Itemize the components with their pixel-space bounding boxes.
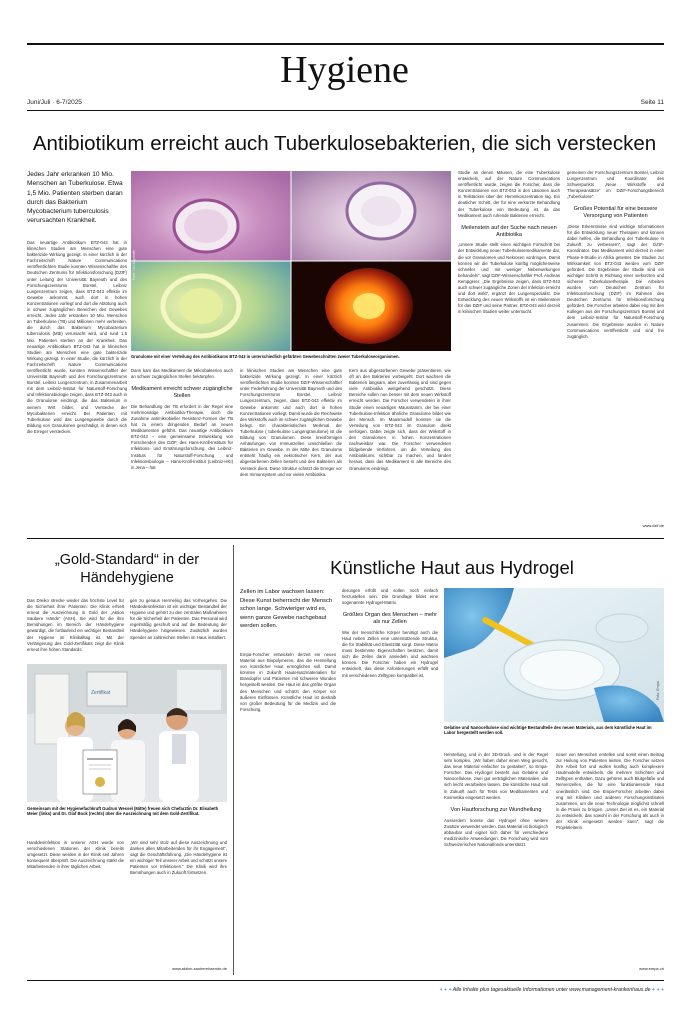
- article3-col2-subhead: Größtes Organ des Menschen – mehr als nur Zellen: [342, 612, 438, 626]
- article1-bottom-rule: [27, 538, 664, 539]
- footer-rule: [27, 980, 664, 981]
- article1-col1: [27, 240, 127, 530]
- article1-lead: Jedes Jahr erkranken 10 Mio. Menschen an Tuberkulose. Etwa 1,5 Mio. Patienten sterben daran durch das Bakterium Mycobacterium tuberculosis verursachten Krankheit.: [27, 171, 123, 225]
- header-rule: [27, 110, 664, 111]
- article1-credit[interactable]: www.dzif.de: [642, 523, 664, 528]
- issue-date: Juni/Juli · 6-7/2025: [27, 99, 82, 106]
- article2-col2: [130, 598, 227, 660]
- article1-col4: [349, 368, 451, 530]
- footer-suffix: + + +: [652, 987, 664, 993]
- article1-col6: [567, 170, 664, 522]
- article1-col2-body: Dann kam das Medikament die Mikrobakterien auch an schwer zugänglichen Stellen bekämpfen.: [131, 368, 233, 380]
- article2-col1-body2: Handdesinfektion in unserer ASH wurde von verschiedenen Stationen der Klinik bereits umgesetzt. Diese werden in der Klinik seit Jahren konsequent überprüft. Die Auszeichnung stärkt die Mitarbeitenden in ihrer täglichen Arbeit.: [27, 840, 124, 870]
- article3-col2-body: derungen erfüllt und sollen noch einfach herzustellen sein. Die Grundlage bildet eine sogenannte Hydrogel-Matrix.: [342, 588, 438, 606]
- article3-col3-body2: Ausserdem konnte das Hydrogel ohne weitere Zusätze verwendet werden. Das Material ist biologisch abbaubar und eignet sich daher für verschiedene medizinische Anwendungen. Die Forschung wird vom Schweizerischen Nationalfonds unterstützt.: [444, 817, 548, 847]
- article1-col5-body: Studie an denen Mäusen, die eine Tuberkulose entwickeln, auf der Nature Communications veröffentlicht wurde, zeigen die Forscher, dass die Konzentrationen von BTZ-043 in den Läsionen auch in Teilstücken über der Hemmkonzentration lag. Ein deutlicher Schritt, der für eine verkürzte Behandlung der Tuberkulose von Bedeutung ist, da das Medikament auch ruhende Bakterien erreicht.: [458, 170, 560, 218]
- article-divider: [233, 545, 234, 975]
- footer-bar: [27, 987, 664, 993]
- article1-col6-subhead: Großes Potential für eine bessere Versorgung von Patienten: [573, 206, 658, 220]
- certificate-photo-caption: Gemeinsam mit der Hygienefachkraft Gudrun Wessel (Mitte) freuen sich Chefarztin Dr. Elisabeth Meier (links) und Dr. Olaf Bock (rechts) über die Auszeichnung mit dem Gold-Zertifikat.: [27, 806, 219, 817]
- article2-headline: [27, 551, 227, 587]
- article2-col1: [27, 598, 124, 660]
- certificate-photo-svg: [27, 664, 227, 802]
- article1-col2-subhead: Medikament erreicht schwer zugängliche Stellen: [131, 386, 233, 399]
- article3-col3-body: Herstellung, und in der 3D-Druck, und in der Regel sehr komplex. „Wir haben daher einen Weg gesucht, das neue Material einfacher zu gestalten“, so Empa-Forscher. Das Hydrogel besteht aus Gelatine und Nanocellulose, zwei gut verträglichen Materialien, die sich leicht verarbeiten lassen. Die künstliche Haut soll in Zukunft auch für Tests von Medikamenten und Kosmetika eingesetzt werden.: [444, 752, 548, 800]
- article1-col1-body: Das neuartige Antibiotikum BTZ-043 hat in klinischen Studien am Menschen eine gute bakterizide Wirkung gezeigt. In einer kürzlich in der Fachzeitschrift Nature Communications veröffentlichten Studie konnten Wissenschaftler des Deutschen Zentrums für Infektionsforschung (DZIF) unter Leitung der Universität Bayreuth und des Forschungszentrums Borstel, Leibniz Lungenzentrum zeigen, dass BTZ-043 effektiv im Gewebe ankommt, auch dort in hohen Konzentrationen vorliegt und dort die Abtötung auch in schwer zugänglichen Bereichen des Gewebes erreicht. Jedes Jahr erkranken 10 Mio. Menschen an Tuberkulose (TB) und Millionen mehr verbreiten, die durch das Bakterium Mycobacterium tuberculosis (Mtb) verursacht wird, und rund 1,5 Mio. Patienten sterben an der Krankheit. Das neuartige Antibiotikum BTZ-043 hat in klinischen Studien am Menschen eine gute bakterizide Wirkung gezeigt. In einer Studie, die kürzlich in der Fachzeitschrift Nature Communications veröffentlicht wurde, konnten Wissenschaftler der Universität Bayreuth und des Forschungszentrums Borstel, Leibniz Lungenzentrum, in Zusammenarbeit mit dem Leibniz-Institut für Naturstoff-Forschung und Infektionsbiologie zeigen, dass BTZ-043 auch in die Granulome eindringt, die das Bakterium in seinem Wirt bildet, und Verstecke der Mycobakterien erreicht. Bei Patienten mit Tuberkulose wird das Lungengewebe durch die Bildung von Granulomen geschädigt, in denen sich die Erreger verstecken.: [27, 240, 127, 434]
- article1-col4-body: Kern aus abgestorbenen Gewebe präsentieren, wie oft an den Bakterien vorbeigeht. Dort wachsen die Bakterien langsam, aber zuverlässig und sind gegen viele Antibiotika weitgehend geschützt. Diese Bereiche sollen nun besser mit dem neuen Wirkstoff erreicht werden. Die Forscher verwendeten in ihrer Studie einen neuartigen Mausstamm, der bei einer Tuberkulose-Infektion ähnliche Granulome bildet wie der Mensch. Im Mausmodell konnten sie die Verteilung von BTZ-043 im Granulom direkt verfolgen. Dabei zeigte sich, dass der Wirkstoff in den Granulomen in hohen Konzentrationen nachweisbar war. Die Forscher verwendeten bildgebende Verfahren, um die Verteilung des Antibiotikums sichtbar zu machen, und fanden heraus, dass das Medikament in alle Bereiche des Granuloms eindringt.: [349, 368, 451, 471]
- article3-col3: [444, 752, 548, 970]
- article3-lead: Zellen im Labor wachsen lassen: Diese Kunst beherrscht der Mensch schon lange. Schwieriger wird es, wenn ganze Gewebe nachgebaut werden sollen.: [240, 589, 333, 630]
- article1-col3: [240, 368, 342, 530]
- granuloma-image-credit: Foto: Uni Bayreuth: [132, 250, 136, 280]
- hydrogel-photo-credit: Foto: Empa: [656, 681, 660, 700]
- article3-credit[interactable]: www.empa.ch: [639, 966, 664, 971]
- article2-col1-body: Das Dreiko strecke wieder das höchste Level für die Sicherheit ihrer Patienten: Die Klinik erhielt erneut die Auszeichnung in Gold der „Aktion Saubere Hände“ (ASH). Sie wird für die ihre Bemühungen im Bereich der Händehygiene gewürdigt, die fortlaufend ein wichtiger Bestandteil der Hygiene im Klinikalltag ist. Mit der Verlängerung des Gold-Zertifikats zeigt die Klinik erneut ihre hohen Standards.: [27, 598, 124, 652]
- article3-col4: [556, 752, 664, 962]
- article2-col2-body2: „Wir sind sehr stolz auf diese Auszeichnung und danken allen Mitarbeitenden für ihr Engagement“, sagt die Geschäftsführung. „Die Händehygiene ist ein wichtiger Teil unserer Arbeit und schützt unsere Patienten vor Infektionen.“ Die Klinik wird ihre Bemühungen auch in Zukunft fortsetzen.: [130, 840, 227, 876]
- article1-col5-body2: „Unsere Studie stellt einen wichtigen Fortschritt bei der Entwicklung neuer Tuberkulosemedikamente dar, die vor Granulomen und Nekrosen vordringen. Damit können wir die Tuberkulose künftig möglicherweise schneller und mit weniger Nebenwirkungen behandeln“, sagt DZIF-Wissenschaftler Prof. Andreas Kempgerer. „Die Ergebnisse zeigen, dass BTZ-043 auch schwer zugängliche Zonen der Infektion erreicht und dort wirkt“, ergänzt der Lungenspezialist. Die Entwicklung des neuen Wirkstoffs ist ein Meilenstein für das DZIF und seine Partner. BTZ-043 wird derzeit in klinischen Studien weiter untersucht.: [458, 242, 560, 315]
- article3-col3-subhead: Von Hautforschung zur Wundheilung: [450, 806, 542, 813]
- article3-headline: Künstliche Haut aus Hydrogel: [330, 557, 574, 578]
- article1-col3-body: in klinischen Studien am Menschen eine gute bakterizide Wirkung gezeigt. In einer kürzlich veröffentlichten Studie konnten DZIF-Wissenschaftler unter Federführung der Universität Bayreuth und des Forschungszentrums Borstel, Leibniz Lungenzentrum, zeigen, dass BTZ-043 effektiv im Gewebe ankommt und auch dort in hohen Konzentrationen vorliegt. Damit wurde die Reichweite des Wirkstoffs auch im schwer zugänglichen Gewebe belegt. Ein charakteristisches Merkmal der Tuberkulose ( tuberkulöse Lungengranulome) ist die Bildung von Granulomen. Diese kreisförmigen Anhäufungen von Immunzellen umschließen die Bakterien im Gewebe. In der Mitte des Granuloms entsteht häufig ein nekrotischer Kern, der aus abgestorbenen Zellen besteht und den Bakterien als Versteck dient. Diese Struktur schützt die Erreger vor dem Immunsystem und vor vielen Antibiotika.: [240, 368, 342, 477]
- article1-headline: Antibiotikum erreicht auch Tuberkulosebakterien, die sich verstecken: [32, 132, 657, 155]
- article2-col2-body: gen zu genaus Hermeling das Vorhergehen. Die Händedesinfektion ist ein wichtiger Bestandteil der Hygiene und gehört zu den zentralen Maßnahmen für die Sicherheit der Patienten. Das Personal wird regelmäßig geschult und auf die Bedeutung der Händehygiene hingewiesen. Zusätzlich wurden Spender an zahlreichen Stellen im Haus installiert.: [130, 598, 227, 640]
- article3-col4-body: neuer von Menschen erstellen und somit einen Beitrag zur Heilung von Patienten leisten. Die Forscher setzen ihre Arbeit fort und wollen künftig auch komplexere Hautmodelle entwickeln, die mehrere Schichten und Zelltypen enthalten. Dazu gehören auch Blutgefäße und Nervenzellen, die für eine funktionierende Haut unerlässlich sind. Die Empa-Forscher arbeiten dabei eng mit Kliniken und anderen Forschungsinstituten zusammen, um die neue Technologie möglichst schnell in die Praxis zu bringen. „Unser Ziel ist es, ein Material zu entwickeln, das sowohl in der Forschung als auch in der Klinik eingesetzt werden kann“, sagt die Projektleiterin.: [556, 752, 664, 831]
- article1-col5-subhead: Meilenstein auf der Suche nach neuen Antibiotika: [461, 224, 557, 238]
- granuloma-image: [131, 171, 451, 351]
- article2-headline-line2: Händehygiene: [80, 570, 174, 586]
- article1-col6-body: gemeinen der Forschungszentrum Borstel, Leibniz Lungenzentrum und Koordinator des Schwerpunkts „Neue Wirkstoffe und Therapieansätze“ im DZIF-Forschungsbereich „Tuberkulose“.: [567, 170, 664, 200]
- article1-col6-body2: „Diese Erkenntnisse sind wichtige Informationen für die Entwicklung neuer Therapien und können dabei helfen, die Behandlung der Tuberkulose in Zukunft zu verbessern“, sagt der DZIF-Koordinator. Das Medikament wird derzeit in einer Phase-II-Studie in Afrika getestet. Die Studien zur Wirksamkeit von BTZ-043 werden vom DZIF gefördert. Die Ergebnisse der Studie sind ein wichtiger Schritt in Richtung einer verkürzten und sicheren Tuberkulosetherapie. Die Arbeiten wurden vom Deutschen Zentrum für Infektionsforschung (DZIF) im Rahmen des Deutschen Zentrums für Infektionsforschung gefördert. Die Forscher arbeiten dabei eng mit den Kollegen aus der Forschungszentrum Borstel und dem Leibniz-Institut für Naturstoff-Forschung zusammen. Die Ergebnisse wurden in Nature Communications veröffentlicht und sind frei zugänglich.: [567, 224, 664, 339]
- hydrogel-photo-svg: [444, 588, 664, 722]
- page-number: Seite 11: [640, 99, 664, 106]
- article3-col1-body: Empa-Forscher entwickeln derzeit ein neues Material aus Biopolymeren, das die Herstellung von künstlicher Haut ermöglichen soll. Damit könnten in Zukunft Hautersatzmaterialien für Brandopfer und Patienten mit schweren Wunden hergestellt werden. Die Haut ist das größte Organ des Menschen und schützt den Körper vor äußeren Einflüssen. Künstliche Haut ist deshalb von großer Bedeutung für die Medizin und die Forschung.: [240, 652, 336, 712]
- granuloma-microscopy-svg: [131, 171, 451, 351]
- article2-headline-line1: „Gold-Standard“ in der: [54, 552, 200, 568]
- article3-col1: [240, 652, 336, 970]
- article1-col5: [458, 170, 560, 530]
- article1-col2-body2: Die Behandlung der TB erfordert in der Regel eine mehrmonatige Antibiotika-Therapie, doch die Zunahme antimikrobieller Resistenz-Formen der TB hat zu einem dringenden Bedarf an neuen Medikamenten geführt. Das neuartige Antibiotikum BTZ-043 – eine gemeinsame Entwicklung von Forschenden des DZIF, des Hans-Knöll-Instituts für Infektions- und Ernährungsforschung, des Leibniz-Instituts für Naturstoff-Forschung und Infektionsbiologie – Hans-Knöll-Institut (Leibniz-HKI) in Jena – hat: [131, 403, 233, 470]
- article3-col2: [342, 588, 438, 970]
- article1-col2: [131, 368, 233, 530]
- certificate-sign-text: Zertifikat: [91, 690, 111, 696]
- article2-credit[interactable]: www.aktion-sauberehaende.de: [172, 966, 227, 971]
- hydrogel-photo-caption: Gelatine und Nanocellulose sind wichtige Bestandteile des neuen Materials, aus dem künstliche Haut im Labor hergestellt werden soll.: [444, 725, 652, 736]
- granuloma-image-caption: Granulome mit einer Verteilung des Antibiotikums BTZ-043 in unterschiedlich gefärbten Gewebeschnitten zweier Tuberkuloseorganismen.: [131, 354, 400, 359]
- article3-col2-body2: Wie der menschliche Körper benötigt auch die Haut neben Zellen eine unterstützende Struktur, die für Stabilität und Elastizität sorgt. Diese Matrix muss bestimmte Eigenschaften besitzen, damit sich die Zellen darin ansiedeln und wachsen können. Die Forscher haben ein Hydrogel entwickelt, das diese Anforderungen erfüllt und mit verschiedenen Zelltypen kompatibel ist.: [342, 629, 438, 678]
- section-title: Hygiene: [280, 49, 409, 91]
- article2-col1b: [27, 840, 124, 970]
- footer-prefix: + + +: [439, 987, 452, 993]
- footer-text[interactable]: Alle Inhalte plus tagesaktuelle Informationen unter www.management-krankenhaus.de: [452, 987, 651, 993]
- hydrogel-photo: [444, 588, 664, 722]
- top-rule: [27, 43, 664, 45]
- certificate-photo: [27, 664, 227, 802]
- article2-col2b: [130, 840, 227, 964]
